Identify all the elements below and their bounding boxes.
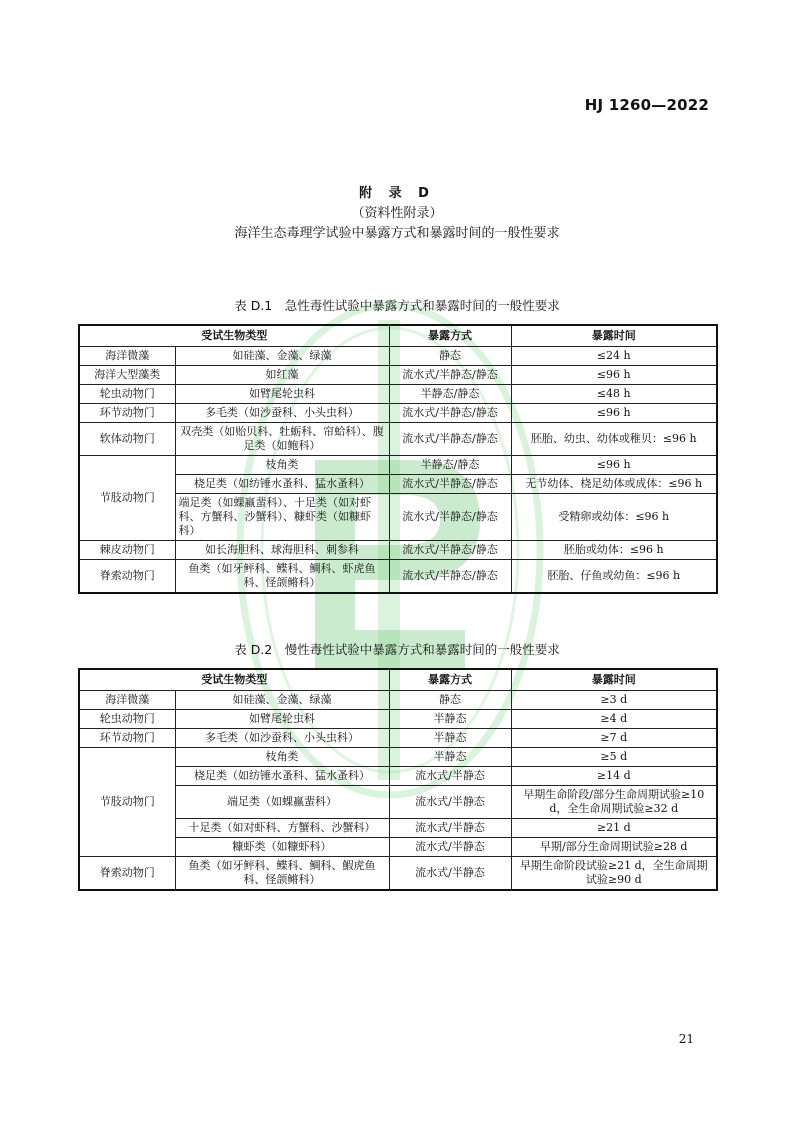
table-row: [79, 767, 717, 786]
exposure-mode-cell: 半静态: [389, 710, 511, 729]
table-row: [79, 347, 717, 366]
table-row: [79, 560, 717, 594]
column-header: 受试生物类型: [79, 325, 389, 347]
exposure-mode-cell: 半静态/静态: [389, 456, 511, 475]
exposure-time-cell: ≥7 d: [511, 729, 717, 748]
exposure-mode-cell: 流水式/半静态: [389, 857, 511, 891]
exposure-time-cell: ≤24 h: [511, 347, 717, 366]
table-row: [79, 475, 717, 494]
exposure-time-cell: ≥21 d: [511, 819, 717, 838]
exposure-mode-cell: 流水式/半静态/静态: [389, 560, 511, 594]
organism-group-cell: 节肢动物门: [79, 748, 175, 857]
exposure-time-cell: 早期生命阶段/部分生命周期试验≥10 d，全生命周期试验≥32 d: [511, 786, 717, 819]
table-row: [79, 456, 717, 475]
table-row: [79, 404, 717, 423]
exposure-time-cell: ≤96 h: [511, 456, 717, 475]
exposure-mode-cell: 流水式/半静态: [389, 767, 511, 786]
exposure-mode-cell: 流水式/半静态: [389, 838, 511, 857]
column-header: 暴露时间: [511, 669, 717, 691]
organism-group-cell: 海洋微藻: [79, 347, 175, 366]
organism-example-cell: 多毛类（如沙蚕科、小头虫科）: [175, 729, 389, 748]
column-header: 暴露方式: [389, 325, 511, 347]
exposure-time-cell: 受精卵或幼体：≤96 h: [511, 494, 717, 541]
organism-example-cell: 端足类（如蜾蠃蜚科）、十足类（如对虾科、方蟹科、沙蟹科）、糠虾类（如糠虾科）: [175, 494, 389, 541]
table-row: [79, 366, 717, 385]
exposure-mode-cell: 流水式/半静态/静态: [389, 404, 511, 423]
page-number: 21: [678, 1032, 694, 1046]
exposure-time-cell: 无节幼体、桡足幼体或成体：≤96 h: [511, 475, 717, 494]
table-header-row: [79, 669, 717, 691]
organism-group-cell: 海洋大型藻类: [79, 366, 175, 385]
organism-group-cell: 脊索动物门: [79, 560, 175, 594]
exposure-time-cell: 胚胎、幼虫、幼体或稚贝：≤96 h: [511, 423, 717, 456]
organism-example-cell: 如红藻: [175, 366, 389, 385]
exposure-mode-cell: 流水式/半静态/静态: [389, 366, 511, 385]
organism-example-cell: 多毛类（如沙蚕科、小头虫科）: [175, 404, 389, 423]
table-row: [79, 748, 717, 767]
table-row: [79, 541, 717, 560]
exposure-mode-cell: 流水式/半静态/静态: [389, 541, 511, 560]
exposure-mode-cell: 流水式/半静态: [389, 819, 511, 838]
organism-group-cell: 软体动物门: [79, 423, 175, 456]
table-row: [79, 857, 717, 891]
organism-group-cell: 海洋微藻: [79, 691, 175, 710]
exposure-time-cell: 早期生命阶段试验≥21 d，全生命周期试验≥90 d: [511, 857, 717, 891]
document-code: HJ 1260—2022: [584, 96, 709, 114]
exposure-mode-cell: 流水式/半静态/静态: [389, 475, 511, 494]
table-row: [79, 819, 717, 838]
organism-example-cell: 十足类（如对虾科、方蟹科、沙蟹科）: [175, 819, 389, 838]
organism-example-cell: 如臂尾轮虫科: [175, 710, 389, 729]
exposure-time-cell: ≥4 d: [511, 710, 717, 729]
appendix-subtitle: （资料性附录）: [351, 206, 443, 221]
organism-example-cell: 鱼类（如牙鲆科、鲽科、鲷科、鰕虎鱼科、怪颌鳉科）: [175, 857, 389, 891]
table-row: [79, 710, 717, 729]
exposure-time-cell: 胚胎或幼体：≤96 h: [511, 541, 717, 560]
organism-group-cell: 轮虫动物门: [79, 385, 175, 404]
exposure-time-cell: 早期/部分生命周期试验≥28 d: [511, 838, 717, 857]
table-header-row: [79, 325, 717, 347]
exposure-mode-cell: 流水式/半静态/静态: [389, 494, 511, 541]
organism-example-cell: 如长海胆科、球海胆科、刺参科: [175, 541, 389, 560]
table-row: [79, 838, 717, 857]
organism-example-cell: 端足类（如蜾蠃蜚科）: [175, 786, 389, 819]
exposure-time-cell: 胚胎、仔鱼或幼鱼：≤96 h: [511, 560, 717, 594]
chronic-toxicity-table: [78, 668, 718, 891]
table1-caption: 表 D.1 急性毒性试验中暴露方式和暴露时间的一般性要求: [234, 298, 560, 313]
appendix-title: 附 录 D: [359, 186, 435, 201]
organism-group-cell: 环节动物门: [79, 729, 175, 748]
appendix-heading: 海洋生态毒理学试验中暴露方式和暴露时间的一般性要求: [234, 226, 560, 241]
exposure-mode-cell: 流水式/半静态/静态: [389, 423, 511, 456]
organism-example-cell: 枝角类: [175, 456, 389, 475]
organism-example-cell: 鱼类（如牙鲆科、鲽科、鲷科、虾虎鱼科、怪颌鳉科）: [175, 560, 389, 594]
table-row: [79, 786, 717, 819]
organism-example-cell: 如硅藻、金藻、绿藻: [175, 691, 389, 710]
organism-example-cell: 桡足类（如纺锤水蚤科、猛水蚤科）: [175, 475, 389, 494]
organism-group-cell: 环节动物门: [79, 404, 175, 423]
exposure-mode-cell: 静态: [389, 347, 511, 366]
acute-toxicity-table: [78, 324, 718, 594]
organism-example-cell: 糠虾类（如糠虾科）: [175, 838, 389, 857]
exposure-time-cell: ≤96 h: [511, 404, 717, 423]
exposure-mode-cell: 静态: [389, 691, 511, 710]
column-header: 暴露方式: [389, 669, 511, 691]
organism-group-cell: 节肢动物门: [79, 456, 175, 541]
table-row: [79, 729, 717, 748]
organism-example-cell: 双壳类（如贻贝科、牡蛎科、帘蛤科）、腹足类（如鲍科）: [175, 423, 389, 456]
exposure-time-cell: ≥14 d: [511, 767, 717, 786]
table-row: [79, 494, 717, 541]
table-row: [79, 385, 717, 404]
organism-example-cell: 如臂尾轮虫科: [175, 385, 389, 404]
exposure-time-cell: ≥3 d: [511, 691, 717, 710]
organism-group-cell: 脊索动物门: [79, 857, 175, 891]
exposure-mode-cell: 半静态: [389, 729, 511, 748]
table-row: [79, 423, 717, 456]
exposure-time-cell: ≤48 h: [511, 385, 717, 404]
organism-example-cell: 枝角类: [175, 748, 389, 767]
exposure-mode-cell: 半静态/静态: [389, 385, 511, 404]
column-header: 暴露时间: [511, 325, 717, 347]
organism-example-cell: 桡足类（如纺锤水蚤科、猛水蚤科）: [175, 767, 389, 786]
table2-caption: 表 D.2 慢性毒性试验中暴露方式和暴露时间的一般性要求: [234, 642, 560, 657]
exposure-mode-cell: 流水式/半静态: [389, 786, 511, 819]
organism-group-cell: 轮虫动物门: [79, 710, 175, 729]
exposure-time-cell: ≤96 h: [511, 366, 717, 385]
column-header: 受试生物类型: [79, 669, 389, 691]
organism-group-cell: 棘皮动物门: [79, 541, 175, 560]
organism-example-cell: 如硅藻、金藻、绿藻: [175, 347, 389, 366]
table-row: [79, 691, 717, 710]
exposure-mode-cell: 半静态: [389, 748, 511, 767]
exposure-time-cell: ≥5 d: [511, 748, 717, 767]
